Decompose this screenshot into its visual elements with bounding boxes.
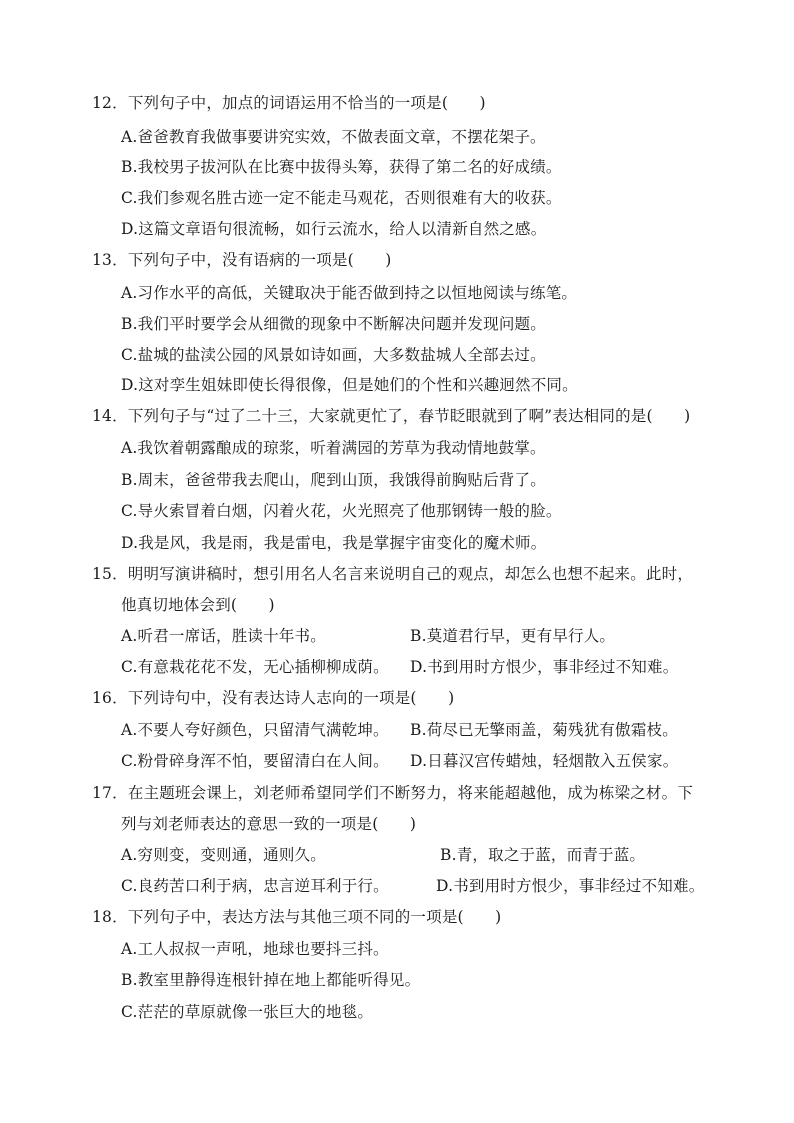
option-d: D.书到用时方恨少，事非经过不知难。 — [436, 877, 705, 895]
option-b: B.我校男子拔河队在比赛中拔得头筹，获得了第二名的好成绩。 — [121, 158, 562, 176]
option-b: B.莫道君行早，更有早行人。 — [410, 627, 616, 645]
option-c: C.有意栽花花不发，无心插柳柳成荫。 — [121, 658, 389, 676]
option-a: A.不要人夸好颜色，只留清气满乾坤。 — [121, 721, 389, 739]
question-stem: 13．下列句子中，没有语病的一项是( ) — [92, 251, 392, 269]
question-stem: 18．下列句子中，表达方法与其他三项不同的一项是( ) — [92, 908, 502, 926]
option-c: C.我们参观名胜古迹一定不能走马观花，否则很难有大的收获。 — [121, 189, 562, 207]
option-d: D.日暮汉宫传蜡烛，轻烟散入五侯家。 — [410, 752, 679, 770]
question-stem: 17．在主题班会课上，刘老师希望同学们不断努力，将来能超越他，成为栋梁之材。下 — [92, 784, 694, 802]
option-a: A.习作水平的高低，关键取决于能否做到持之以恒地阅读与练笔。 — [121, 284, 578, 302]
question-stem-continued: 列与刘老师表达的意思一致的一项是( ) — [121, 815, 417, 833]
option-b: B.周末，爸爸带我去爬山，爬到山顶，我饿得前胸贴后背了。 — [121, 471, 546, 489]
question-stem-continued: 他真切地体会到( ) — [121, 596, 275, 614]
option-c: C.粉骨碎身浑不怕，要留清白在人间。 — [121, 752, 389, 770]
option-c: C.良药苦口利于病，忠言逆耳利于行。 — [121, 877, 389, 895]
option-c: C.茫茫的草原就像一张巨大的地毯。 — [121, 1003, 374, 1021]
option-b: B.荷尽已无擎雨盖，菊残犹有傲霜枝。 — [410, 721, 678, 739]
option-d: D.这对孪生姐妹即使长得很像，但是她们的个性和兴趣迥然不同。 — [121, 376, 578, 394]
option-d: D.书到用时方恨少，事非经过不知难。 — [410, 658, 679, 676]
question-stem: 16．下列诗句中，没有表达诗人志向的一项是( ) — [92, 689, 455, 707]
option-b: B.青，取之于蓝，而青于蓝。 — [440, 846, 646, 864]
option-a: A.我饮着朝露酿成的琼浆，听着满园的芳草为我动情地鼓掌。 — [121, 439, 546, 457]
question-stem: 14．下列句子与“过了二十三，大家就更忙了，春节眨眼就到了啊”表达相同的是( ) — [92, 407, 691, 425]
option-a: A.穷则变，变则通，通则久。 — [121, 846, 326, 864]
question-stem: 12．下列句子中，加点的词语运用不恰当的一项是( ) — [92, 94, 486, 112]
option-c: C.导火索冒着白烟，闪着火花，火光照亮了他那钢铸一般的脸。 — [121, 502, 562, 520]
option-d: D.这篇文章语句很流畅，如行云流水，给人以清新自然之感。 — [121, 220, 547, 238]
option-b: B.教室里静得连根针掉在地上都能听得见。 — [121, 971, 421, 989]
option-d: D.我是风，我是雨，我是雷电，我是掌握宇宙变化的魔术师。 — [121, 534, 547, 552]
option-b: B.我们平时要学会从细微的现象中不断解决问题并发现问题。 — [121, 315, 546, 333]
option-a: A.工人叔叔一声吼，地球也要抖三抖。 — [121, 940, 389, 958]
option-a: A.听君一席话，胜读十年书。 — [121, 627, 326, 645]
question-stem: 15．明明写演讲稿时，想引用名人名言来说明自己的观点，却怎么也想不起来。此时， — [92, 565, 694, 583]
option-c: C.盐城的盐渎公园的风景如诗如画，大多数盐城人全部去过。 — [121, 346, 546, 364]
option-a: A.爸爸教育我做事要讲究实效，不做表面文章，不摆花架子。 — [121, 128, 546, 146]
